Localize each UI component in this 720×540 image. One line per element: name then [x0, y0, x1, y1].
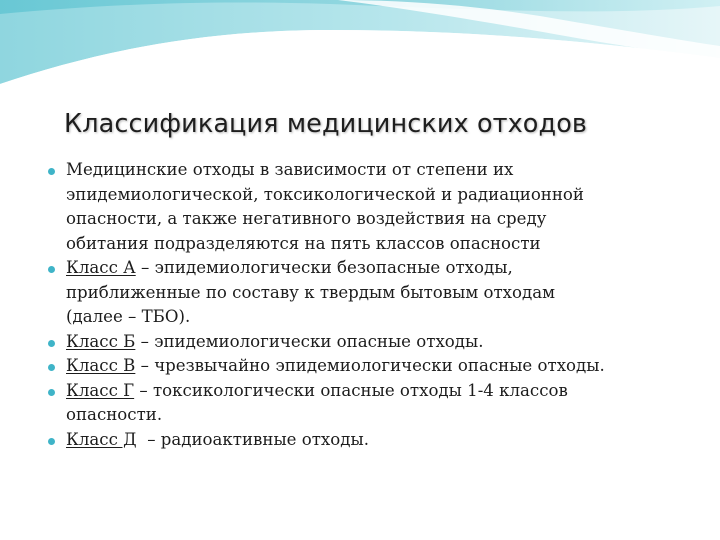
bullet-intro	[46, 158, 706, 256]
class-a-description: – эпидемиологически безопасные отходы,	[135, 258, 513, 277]
bullet-line: обитания подразделяются на пять классов опасности	[66, 233, 541, 253]
class-b-description: – эпидемиологически опасные отходы.	[135, 331, 484, 351]
bullet-line: Медицинские отходы в зависимости от степени их	[66, 160, 514, 179]
bullet-dot-icon	[48, 266, 55, 273]
bullet-line	[66, 428, 706, 453]
bullet-class-d	[46, 428, 706, 453]
bullet-dot-icon	[48, 438, 55, 445]
bullet-class-g	[46, 379, 706, 428]
class-g-description: – токсикологически опасные отходы 1-4 классов	[134, 380, 568, 400]
bullet-line: (далее – ТБО).	[66, 307, 191, 326]
bullet-class-v	[46, 354, 706, 379]
class-g-label: Класс Г	[66, 380, 135, 400]
bullet-dot-icon	[48, 389, 55, 396]
bullet-line	[66, 330, 706, 355]
bullet-line	[66, 354, 706, 379]
class-a-label: Класс А	[66, 258, 136, 277]
bullet-line: опасности.	[66, 405, 163, 424]
bullet-line: приближенные по составу к твердым бытовым отходам	[66, 282, 556, 302]
bullet-line	[66, 379, 706, 404]
class-d-description: – радиоактивные отходы.	[136, 429, 369, 449]
bullet-dot-icon	[48, 168, 55, 175]
class-v-label: Класс В	[66, 356, 136, 375]
bullet-line: эпидемиологической, токсикологической и радиационной	[66, 184, 584, 204]
bullet-class-b	[46, 330, 706, 355]
bullet-line: опасности, а также негативного воздействия на среду	[66, 209, 547, 228]
bullet-class-a	[46, 256, 706, 330]
class-b-label: Класс Б	[66, 331, 136, 351]
class-v-description: – чрезвычайно эпидемиологически опасные отходы.	[135, 356, 605, 375]
bullet-list	[46, 158, 706, 452]
class-d-label: Класс Д	[66, 429, 137, 449]
bullet-dot-icon	[48, 364, 55, 371]
bullet-dot-icon	[48, 340, 55, 347]
bullet-line	[66, 256, 706, 281]
slide-title: Классификация медицинских отходов	[64, 109, 588, 139]
